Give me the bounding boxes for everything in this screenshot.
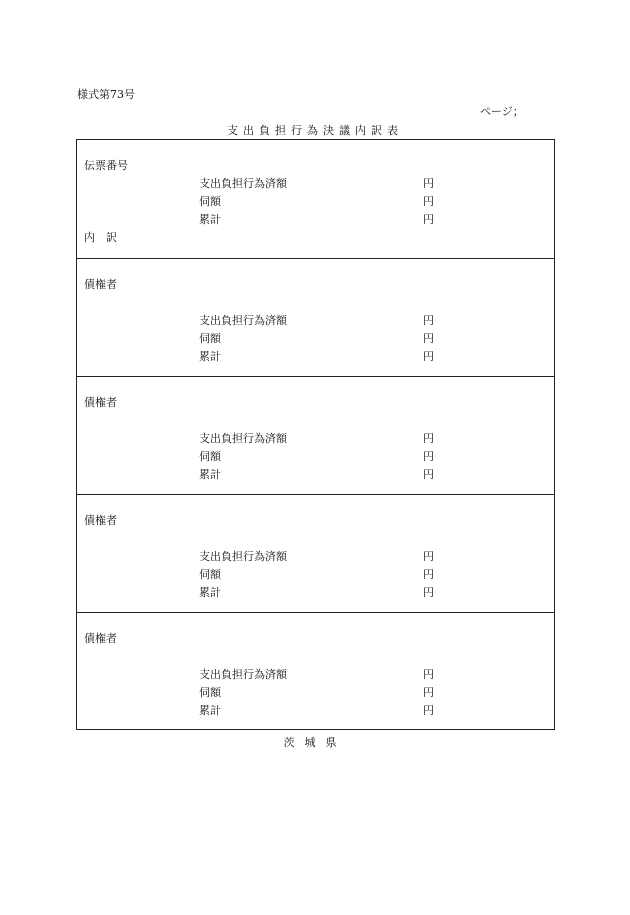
creditor-label: 債権者 [84,396,117,409]
document-title: 支出負担行為決議内訳表 [227,124,403,137]
slip-block [77,140,554,258]
committed-amount-label: 支出負担行為済額 [199,668,287,681]
yen-unit: 円 [423,195,434,208]
requested-amount-label: 伺額 [199,332,221,345]
creditor-block [77,494,554,612]
form-number: 様式第73号 [77,88,135,101]
committed-amount-label: 支出負担行為済額 [199,432,287,445]
yen-unit: 円 [423,568,434,581]
yen-unit: 円 [423,177,434,190]
yen-unit: 円 [423,450,434,463]
requested-amount-label: 伺額 [199,450,221,463]
slip-number-label: 伝票番号 [84,159,128,172]
requested-amount-label: 伺額 [199,686,221,699]
creditor-label: 債権者 [84,514,117,527]
yen-unit: 円 [423,350,434,363]
yen-unit: 円 [423,704,434,717]
cumulative-label: 累計 [199,213,221,226]
creditor-block [77,612,554,730]
yen-unit: 円 [423,213,434,226]
page-label: ページ； [480,105,524,118]
yen-unit: 円 [423,668,434,681]
yen-unit: 円 [423,332,434,345]
cumulative-label: 累計 [199,704,221,717]
breakdown-table [76,139,555,730]
creditor-block [77,258,554,376]
cumulative-label: 累計 [199,468,221,481]
committed-amount-label: 支出負担行為済額 [199,314,287,327]
cumulative-label: 累計 [199,586,221,599]
yen-unit: 円 [423,686,434,699]
creditor-label: 債権者 [84,632,117,645]
cumulative-label: 累計 [199,350,221,363]
prefecture-footer: 茨城県 [283,736,347,749]
yen-unit: 円 [423,586,434,599]
requested-amount-label: 伺額 [199,195,221,208]
yen-unit: 円 [423,314,434,327]
committed-amount-label: 支出負担行為済額 [199,177,287,190]
yen-unit: 円 [423,550,434,563]
committed-amount-label: 支出負担行為済額 [199,550,287,563]
creditor-block [77,376,554,494]
requested-amount-label: 伺額 [199,568,221,581]
yen-unit: 円 [423,468,434,481]
yen-unit: 円 [423,432,434,445]
creditor-label: 債権者 [84,278,117,291]
breakdown-label: 内 訳 [84,231,117,244]
